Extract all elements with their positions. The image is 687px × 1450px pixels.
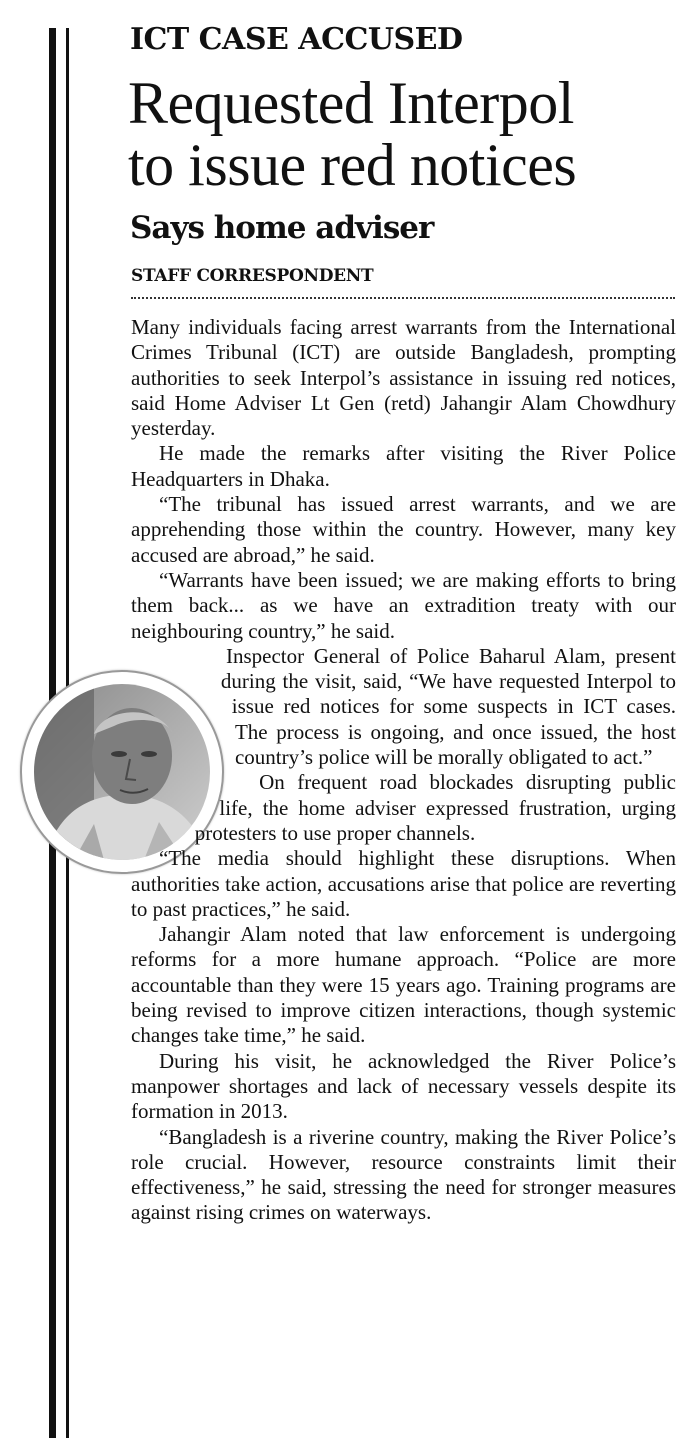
dotted-divider: [131, 297, 675, 299]
article-body: [131, 315, 676, 1226]
paragraph-8: Jahangir Alam noted that law enforcement is undergoing reforms for a more humane approach. “Police are more accountable than they were 15 years ago. Training programs are being revised to improve citizen interactions, though systemic changes take time,” he said.: [131, 922, 676, 1048]
paragraph-4: “Warrants have been issued; we are making efforts to bring them back... as we have an extradition treaty with our neighbouring country,” he said.: [131, 567, 676, 643]
headline-line-2: to issue red notices: [128, 132, 577, 198]
paragraph-3: “The tribunal has issued arrest warrants, and we are apprehending those within the country. However, many key accused are abroad,” he said.: [131, 492, 676, 567]
paragraph-7: “The media should highlight these disruptions. When authorities take action, accusations arise that police are reverting to past practices,” he said.: [131, 846, 676, 921]
paragraph-10: “Bangladesh is a riverine country, making the River Police’s role crucial. However, resource constraints limit their effectiveness,” he said, stressing the need for stronger measures against rising crimes on waterways.: [131, 1124, 676, 1225]
paragraph-1: Many individuals facing arrest warrants from the International Crimes Tribunal (ICT) are outside Bangladesh, prompting authorities to seek Interpol’s assistance in issuing red notices, said Home Adviser Lt Gen (retd) Jahangir Alam Chowdhury yesterday.: [131, 315, 676, 441]
paragraph-5: Inspector General of Police Baharul Alam, present during the visit, said, “We have requested Interpol to issue red notices for some suspects in ICT cases. The process is ongoing, and once issued, the host country’s police will be morally obligated to act.”: [220, 643, 676, 770]
subheadline: Says home adviser: [130, 210, 434, 246]
kicker: ICT CASE ACCUSED: [130, 22, 463, 57]
headline-line-1: Requested Interpol: [128, 70, 574, 136]
headline: [128, 72, 687, 196]
paragraph-9: During his visit, he acknowledged the River Police’s manpower shortages and lack of necessary vessels despite its formation in 2013.: [131, 1048, 676, 1124]
paragraph-2: He made the remarks after visiting the River Police Headquarters in Dhaka.: [131, 441, 676, 491]
paragraph-6: On frequent road blockades disrupting public life, the home adviser expressed frustration, urging protesters to use proper channels.: [194, 770, 676, 845]
byline: STAFF CORRESPONDENT: [131, 266, 374, 286]
